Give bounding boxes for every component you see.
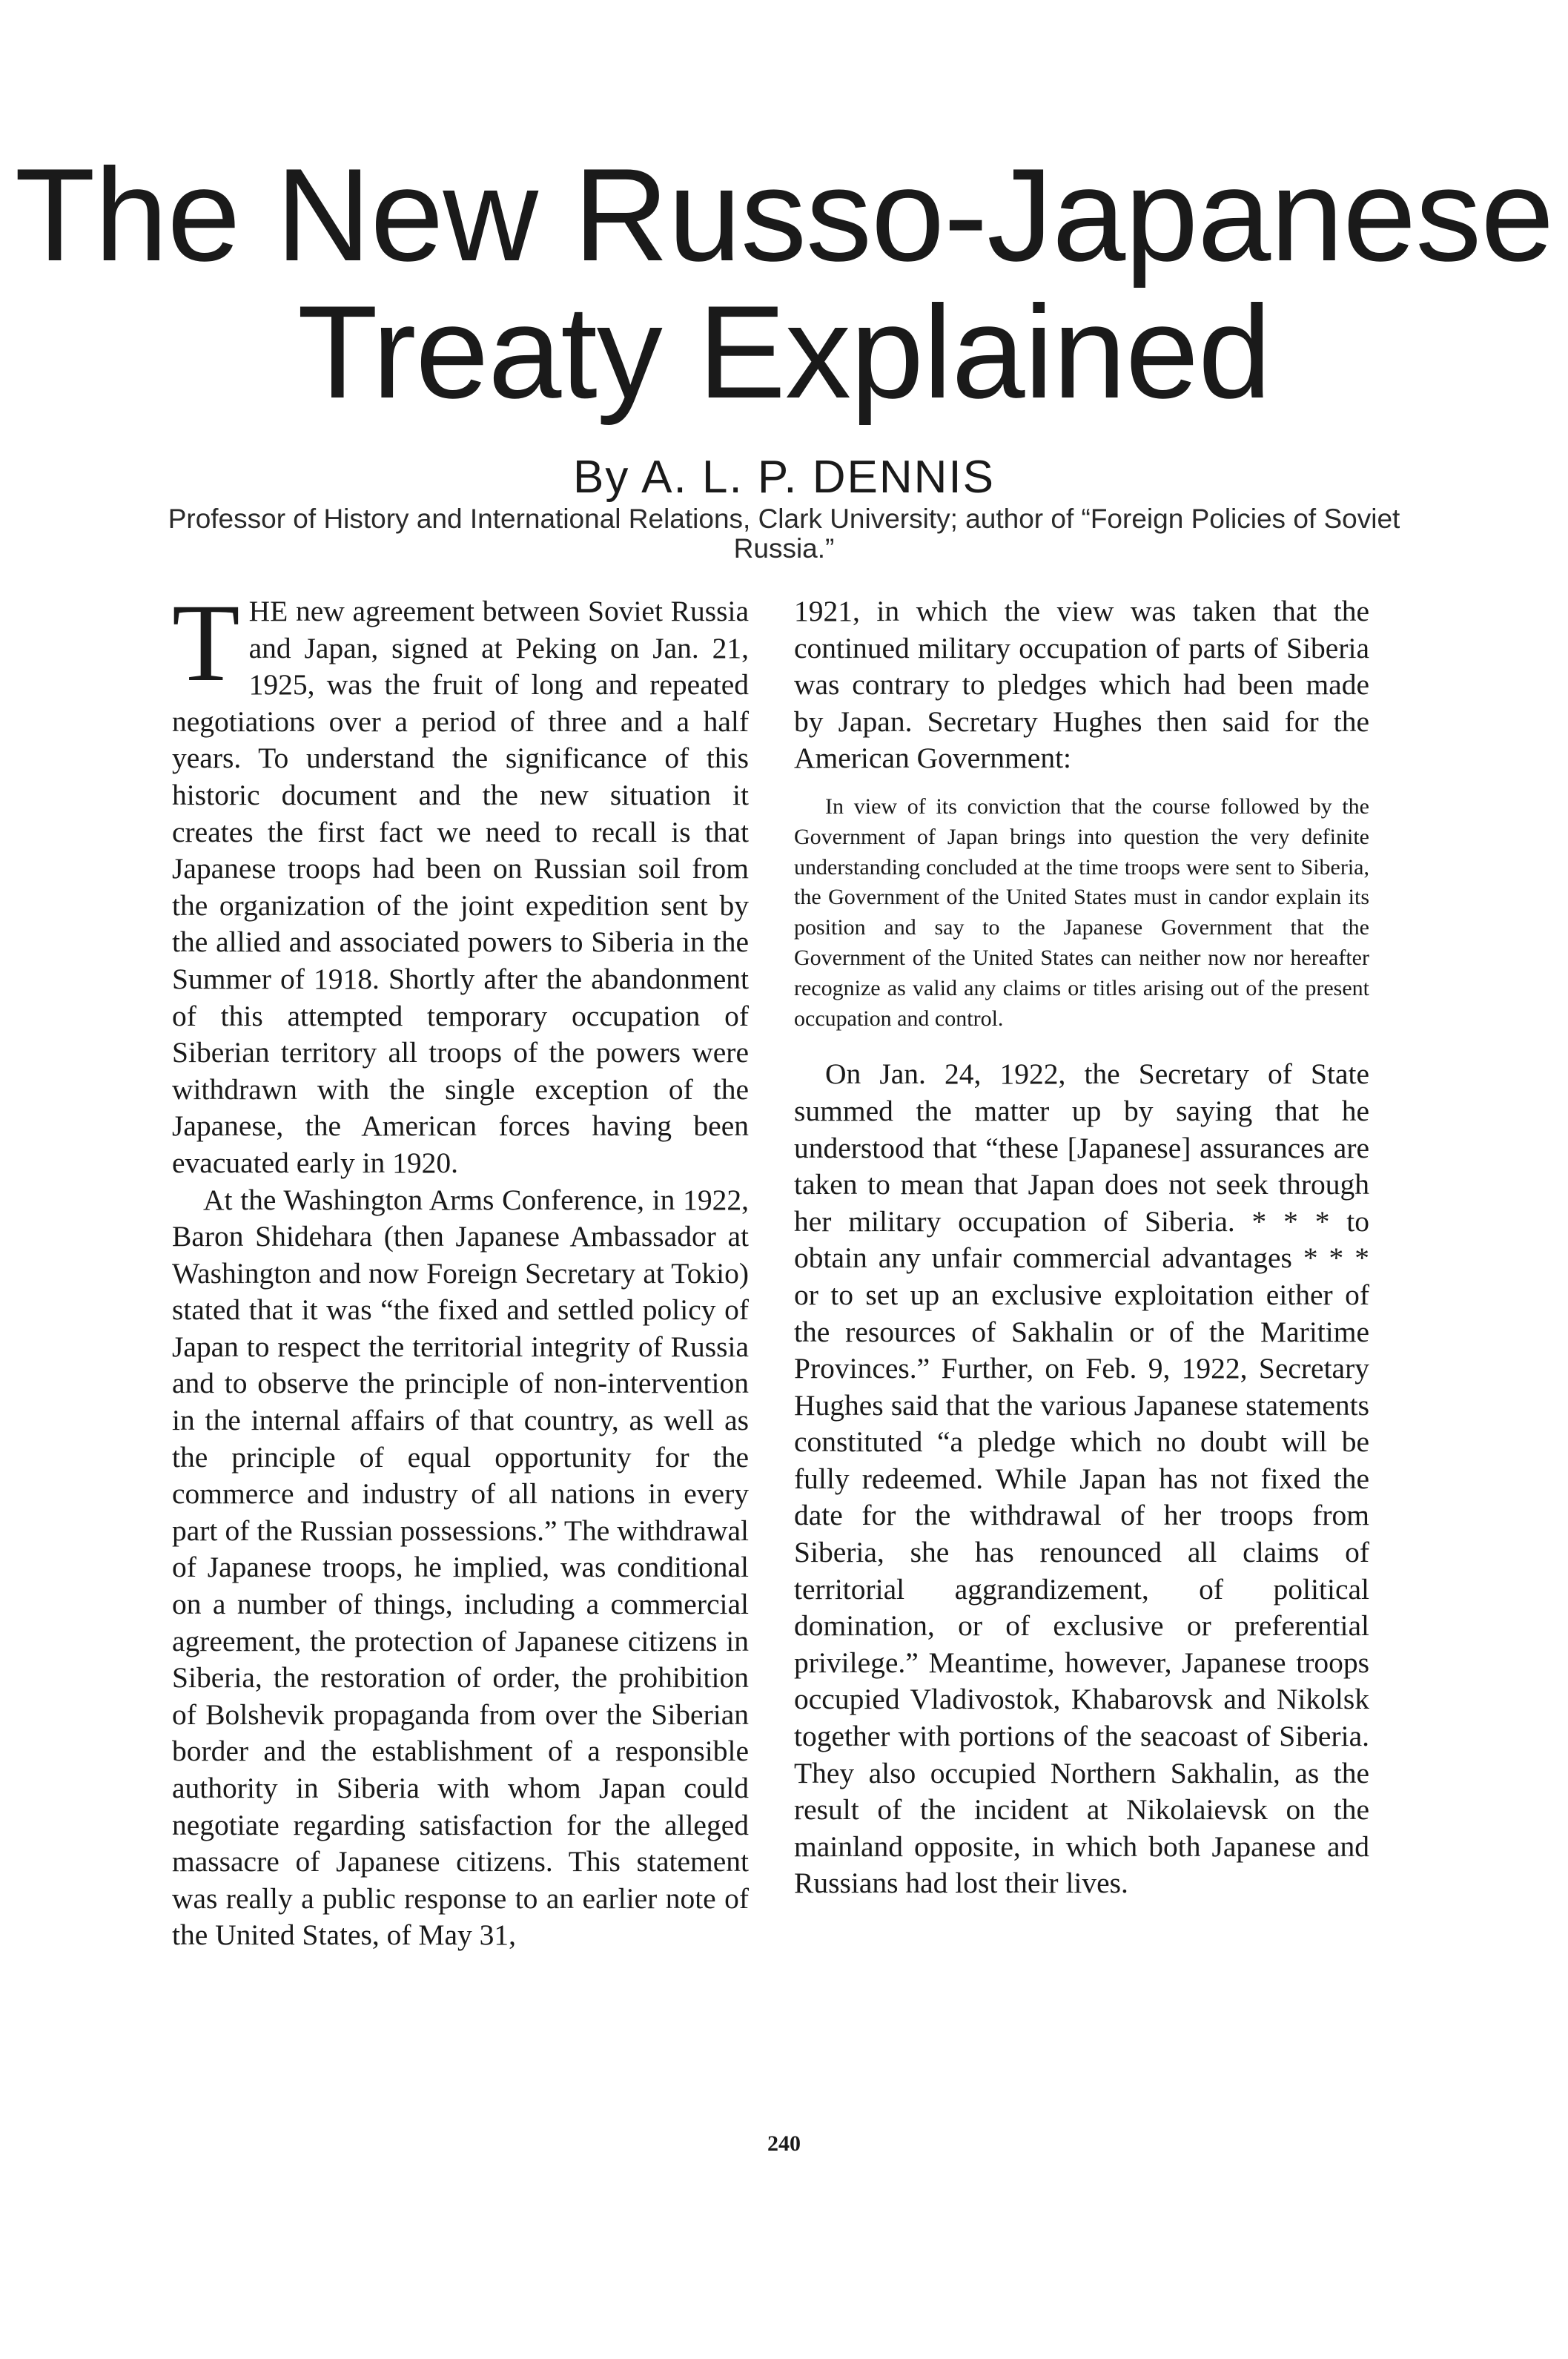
- body-paragraph-1: HE new agreement between Soviet Russia and Japan, signed at Peking on Jan. 21, 1925, was the fruit of long and repeated negotiations over a period of three and a half years. To understand the significance of this historic document and the new situation it creates the first fact we need to recall is that Japanese troops had been on Russian soil from the organization of the joint expedition sent by the allied and associated powers to Siberia in the Summer of 1918. Shortly after the abandonment of this attempted temporary occupation of Siberian territory all troops of the powers were withdrawn with the single exception of the Japanese, the American forces having been evacuated early in 1920.: [172, 595, 749, 1179]
- page-number: 240: [767, 2131, 801, 2156]
- author-affiliation: Professor of History and International Relations, Clark University; author of “Foreign Policies of Soviet Russia.”: [168, 504, 1400, 564]
- block-quote: In view of its conviction that the course followed by the Government of Japan brings into question the very definite understanding concluded at the time troops were sent to Siberia, the Government of the United States must in candor explain its position and say to the Japanese Government that the Government of the United States can neither now nor hereafter recognize as valid any claims or titles arising out of the present occupation and control.: [794, 794, 1369, 1031]
- body-paragraph-2: At the Washington Arms Conference, in 1922, Baron Shidehara (then Japanese Ambassador at Washington and now Foreign Secretary at Tokio) stated that it was “the fixed and settled policy of Japan to respect the territorial integrity of Russia and to observe the principle of non-intervention in the internal affairs of that country, as well as the principle of equal opportunity for the commerce and industry of all nations in every part of the Russian possessions.” The withdrawal of Japanese troops, he implied, was conditional on a number of things, including a commercial agreement, the protection of Japanese citizens in Siberia, the restoration of order, the prohibition of Bolshevik propaganda from over the Siberian border and the establishment of a responsible authority in Siberia with whom Japan could negotiate regarding satisfaction for the alleged massacre of Japanese citizens. This statement was really a public response to an earlier note of the United States, of May 31,: [172, 1183, 749, 1952]
- drop-cap: T: [172, 581, 240, 705]
- article-title-line-2: Treaty Explained: [297, 278, 1271, 426]
- left-column: [172, 581, 749, 1954]
- author-byline: By A. L. P. DENNIS: [573, 452, 995, 503]
- opening-paragraph-block: [172, 581, 749, 1182]
- article-title-line-1: The New Russo-Japanese: [14, 141, 1554, 288]
- body-paragraph-4: On Jan. 24, 1922, the Secretary of State summed the matter up by saying that he understood that “these [Japanese] assurances are taken to mean that Japan does not seek through her military occupation of Siberia. * * * to obtain any unfair commercial advantages * * * or to set up an exclusive exploitation either of the resources of Sakhalin or of the Maritime Provinces.” Further, on Feb. 9, 1922, Secretary Hughes said that the various Japanese statements constituted “a pledge which no doubt will be fully redeemed. While Japan has not fixed the date for the withdrawal of her troops from Siberia, she has renounced all claims of territorial aggrandizement, of political domination, or of exclusive or preferential privilege.” Meantime, however, Japanese troops occupied Vladivostok, Khabarovsk and Nikolsk together with portions of the seacoast of Siberia. They also occupied Northern Sakhalin, as the result of the incident at Nikolaievsk on the mainland opposite, in which both Japanese and Russians had lost their lives.: [794, 1058, 1369, 1900]
- body-paragraph-3: 1921, in which the view was taken that the continued military occupation of parts of Siberia was contrary to pledges which had been made by Japan. Secretary Hughes then said for the American Government:: [794, 595, 1369, 775]
- right-column: [794, 593, 1369, 1902]
